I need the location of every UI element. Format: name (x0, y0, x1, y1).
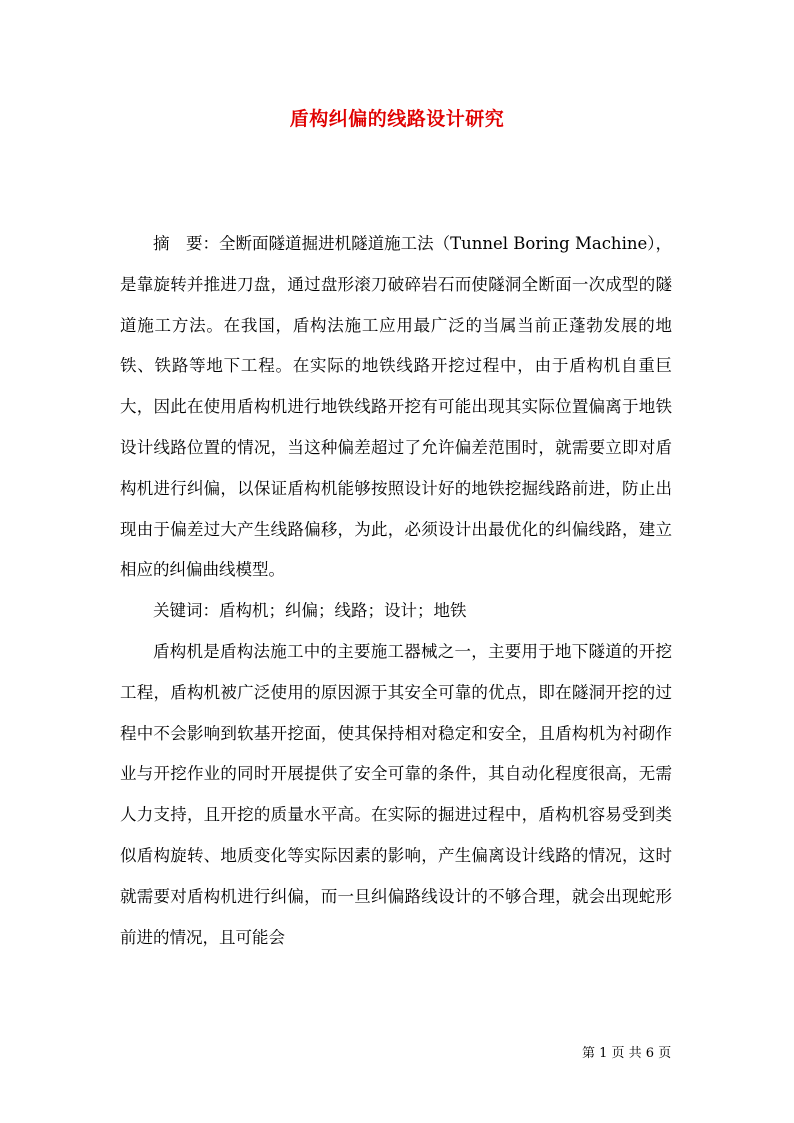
document-title: 盾构纠偏的线路设计研究 (289, 108, 505, 130)
page-indicator: 第 1 页 共 6 页 (582, 1046, 672, 1061)
body-paragraph: 盾构机是盾构法施工中的主要施工器械之一，主要用于地下隧道的开挖工程，盾构机被广泛使用的原因源于其安全可靠的优点，即在隧洞开挖的过程中不会影响到软基开挖面，使其保持相对稳定和安全，且盾构机为衬砌作业与开挖作业的同时开展提供了安全可靠的条件，其自动化程度很高，无需人力支持，且开挖的质量水平高。在实际的掘进过程中，盾构机容易受到类似盾构旋转、地质变化等实际因素的影响，产生偏离设计线路的情况，这时就需要对盾构机进行纠偏，而一旦纠偏路线设计的不够合理，就会出现蛇形前进的情况，且可能会 (120, 641, 672, 947)
abstract-text: 全断面隧道掘进机隧道施工法（Tunnel Boring Machine），是靠旋转并推进刀盘，通过盘形滚刀破碎岩石而使隧洞全断面一次成型的隧道施工方法。在我国，盾构法施工应用最广泛的当属当前正蓬勃发展的地铁、铁路等地下工程。在实际的地铁线路开挖过程中，由于盾构机自重巨大，因此在使用盾构机进行地铁线路开挖有可能出现其实际位置偏离于地铁设计线路位置的情况，当这种偏差超过了允许偏差范围时，就需要立即对盾构机进行纠偏，以保证盾构机能够按照设计好的地铁挖掘线路前进，防止出现由于偏差过大产生线路偏移，为此，必须设计出最优化的纠偏线路，建立相应的纠偏曲线模型。 (120, 234, 672, 580)
abstract-label: 摘 要： (153, 234, 220, 253)
keywords-paragraph: 关键词：盾构机；纠偏；线路；设计；地铁 (153, 601, 467, 621)
document-body (120, 224, 672, 958)
abstract-paragraph (120, 224, 672, 591)
